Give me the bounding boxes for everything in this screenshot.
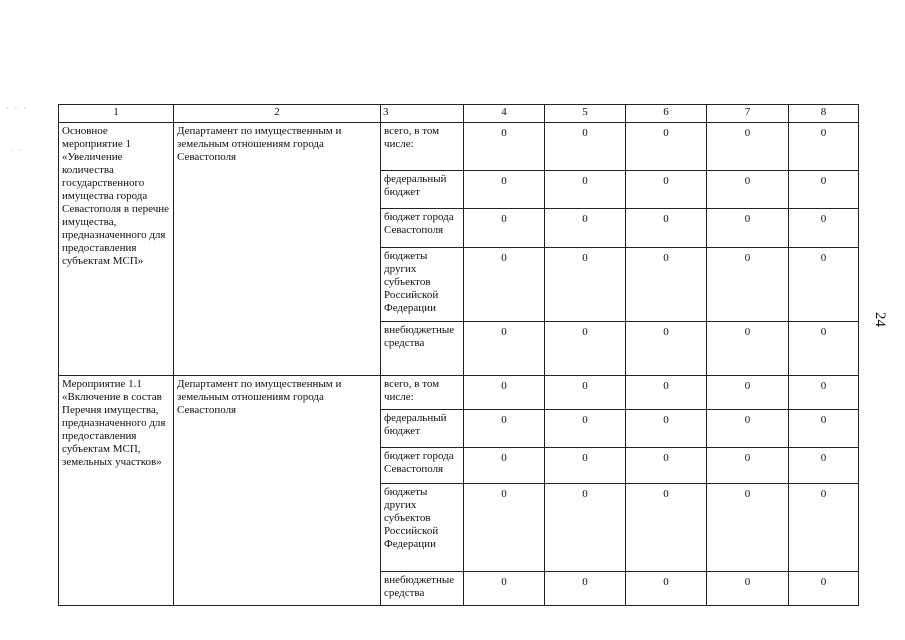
value-cell: 0 [626,123,707,171]
value-cell: 0 [464,322,545,376]
value-cell: 0 [626,171,707,209]
measure-cell: Основное мероприятие 1 «Увеличение количества государственного имущества города Севастополя в перечне имущества, предназначенного для предоставления субъектам МСП» [59,123,174,376]
header-cell: 1 [59,105,174,123]
value-cell: 0 [545,248,626,322]
value-cell: 0 [789,484,859,572]
value-cell: 0 [464,171,545,209]
table-row [59,376,859,410]
scan-noise: · · [10,146,24,155]
value-cell: 0 [464,448,545,484]
value-cell: 0 [707,376,789,410]
source-cell: бюджеты других субъектов Российской Федерации [381,484,464,572]
value-cell: 0 [626,209,707,248]
header-cell: 6 [626,105,707,123]
source-cell: всего, в том числе: [381,376,464,410]
executor-cell: Департамент по имущественным и земельным отношениям города Севастополя [174,376,381,606]
value-cell: 0 [707,572,789,606]
source-cell: федеральный бюджет [381,171,464,209]
value-cell: 0 [464,572,545,606]
header-cell: 4 [464,105,545,123]
header-cell: 7 [707,105,789,123]
value-cell: 0 [707,123,789,171]
table-row [59,123,859,171]
source-cell: федеральный бюджет [381,410,464,448]
header-cell: 8 [789,105,859,123]
value-cell: 0 [626,484,707,572]
header-cell: 5 [545,105,626,123]
value-cell: 0 [789,123,859,171]
value-cell: 0 [464,209,545,248]
header-cell: 3 [381,105,464,123]
value-cell: 0 [789,448,859,484]
value-cell: 0 [626,448,707,484]
value-cell: 0 [707,209,789,248]
value-cell: 0 [626,248,707,322]
value-cell: 0 [789,572,859,606]
value-cell: 0 [545,322,626,376]
value-cell: 0 [707,248,789,322]
value-cell: 0 [545,448,626,484]
value-cell: 0 [626,410,707,448]
value-cell: 0 [789,248,859,322]
value-cell: 0 [789,171,859,209]
value-cell: 0 [626,322,707,376]
value-cell: 0 [464,484,545,572]
value-cell: 0 [789,322,859,376]
value-cell: 0 [707,484,789,572]
value-cell: 0 [545,484,626,572]
source-cell: бюджет города Севастополя [381,209,464,248]
value-cell: 0 [464,248,545,322]
value-cell: 0 [789,209,859,248]
page-number: 24 [872,312,888,327]
value-cell: 0 [707,410,789,448]
value-cell: 0 [545,410,626,448]
value-cell: 0 [545,123,626,171]
value-cell: 0 [545,572,626,606]
value-cell: 0 [789,410,859,448]
header-cell: 2 [174,105,381,123]
value-cell: 0 [626,376,707,410]
value-cell: 0 [464,123,545,171]
source-cell: внебюджетные средства [381,322,464,376]
source-cell: бюджет города Севастополя [381,448,464,484]
source-cell: всего, в том числе: [381,123,464,171]
value-cell: 0 [707,171,789,209]
value-cell: 0 [464,410,545,448]
funding-table [58,104,859,606]
source-cell: бюджеты других субъектов Российской Федерации [381,248,464,322]
header-row [59,105,859,123]
source-cell: внебюджетные средства [381,572,464,606]
executor-cell: Департамент по имущественным и земельным отношениям города Севастополя [174,123,381,376]
scan-noise: · · · [6,104,28,113]
value-cell: 0 [464,376,545,410]
measure-cell: Мероприятие 1.1 «Включение в состав Перечня имущества, предназначенного для предоставления субъектам МСП, земельных участков» [59,376,174,606]
value-cell: 0 [545,376,626,410]
value-cell: 0 [707,448,789,484]
value-cell: 0 [707,322,789,376]
value-cell: 0 [789,376,859,410]
value-cell: 0 [545,209,626,248]
value-cell: 0 [545,171,626,209]
value-cell: 0 [626,572,707,606]
